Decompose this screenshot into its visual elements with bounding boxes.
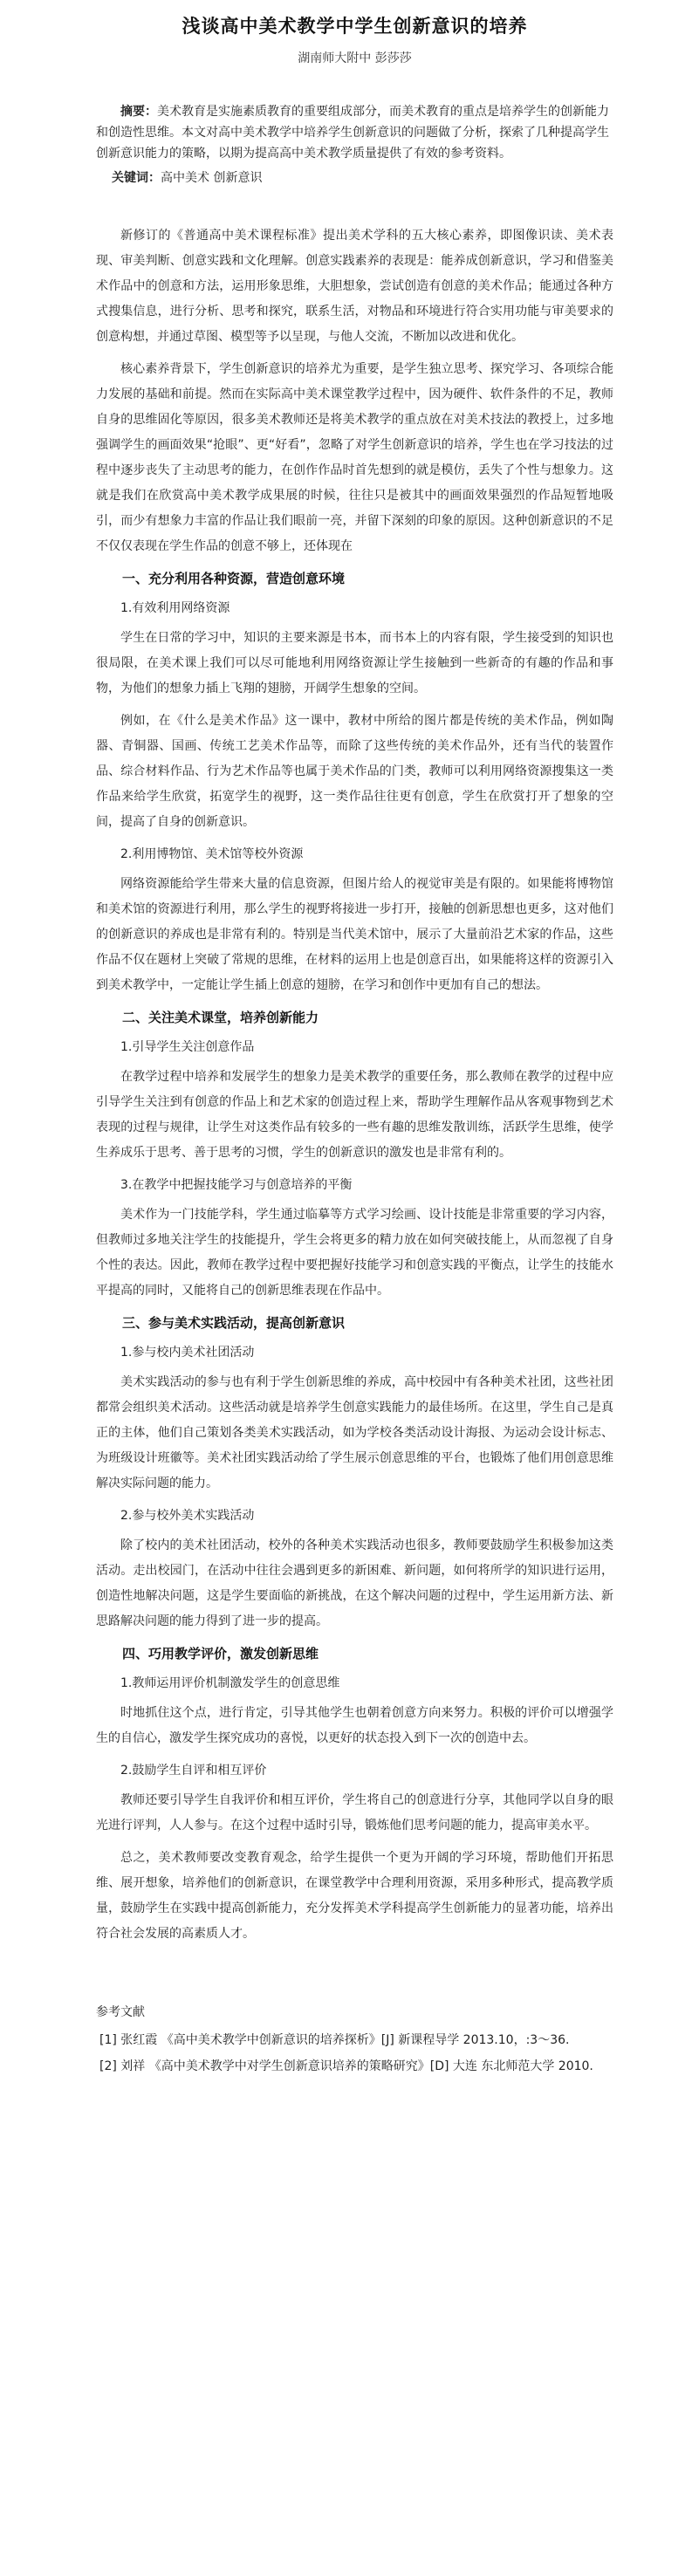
section-3-sub-1-heading: 1.参与校内美术社团活动 [120,1346,255,1360]
intro-paragraph-2: 核心素养背景下，学生创新意识的培养尤为重要，是学生独立思考、探究学习、各项综合能力发展的基础和前提。然而在实际高中美术课堂教学过程中，因为硬件、软件条件的不足，教师自身的思维固化等原因，很多美术教师还是将美术教学的重点放在对美术技法的教授上，过多地强调学生的画面效果“抢眼”、更“好看”，忽略了对学生创新意识的培养，学生也在学习技法的过程中逐步丧失了主动思考的能力，在创作作品时首先想到的就是模仿，丢失了个性与想象力。这就是我们在欣赏高中美术教学成果展的时候，往往只是被其中的画面效果强烈的作品短暂地吸引，而少有想象力丰富的作品让我们眼前一亮，并留下深刻的印象的原因。这种创新意识的不足不仅仅表现在学生作品的创意不够上，还体现在 [96,362,613,553]
reference-item: [2] 刘祥 《高中美术教学中对学生创新意识培养的策略研究》[D] 大连 东北师范大学 2010. [99,2059,593,2073]
reference-item: [1] 张红霞 《高中美术教学中创新意识的培养探析》[J] 新课程导学 2013.10，:3～36. [99,2033,570,2047]
section-4-sub-2-paragraph-1: 教师还要引导学生自我评价和相互评价，学生将自己的创意进行分享，其他同学以自身的眼光进行评判，人人参与。在这个过程中适时引导，锻炼他们思考问题的能力，提高审美水平。 [96,1793,613,1833]
conclusion-paragraph: 总之，美术教师要改变教育观念，给学生提供一个更为开阔的学习环境，帮助他们开拓思维、展开想象，培养他们的创新意识，在课堂教学中合理利用资源，采用多种形式，提高教学质量，鼓励学生在实践中提高创新能力，充分发挥美术学科提高学生创新能力的显著功能，培养出符合社会发展的高素质人才。 [96,1851,613,1941]
section-3-sub-2-heading: 2.参与校外美术实践活动 [120,1509,255,1523]
spacer [96,188,613,223]
intro-paragraph-1: 新修订的《普通高中美术课程标准》提出美术学科的五大核心素养，即图像识读、美术表现、审美判断、创意实践和文化理解。创意实践素养的表现是：能养成创新意识，学习和借鉴美术作品中的创意和方法，运用形象思维，大胆想象，尝试创造有创意的美术作品；能通过各种方式搜集信息，进行分析、思考和探究，联系生活，对物品和环境进行符合实用功能与审美要求的创意构想，并通过草图、模型等予以呈现，与他人交流，不断加以改进和优化。 [96,229,613,344]
section-3-sub-2-paragraph-1: 除了校内的美术社团活动，校外的各种美术实践活动也很多，教师要鼓励学生积极参加这类活动。走出校园门，在活动中往往会遇到更多的新困难、新问题，如何将所学的知识进行运用，创造性地解决问题，这是学生要面临的新挑战，在这个解决问题的过程中，学生运用新方法、新思路解决问题的能力得到了进一步的提高。 [96,1538,613,1628]
section-3-heading: 三、参与美术实践活动，提高创新意识 [122,1315,346,1331]
abstract [96,101,613,164]
section-1-sub-2-paragraph-1: 网络资源能给学生带来大量的信息资源，但图片给人的视觉审美是有限的。如果能将博物馆和美术馆的资源进行利用，那么学生的视野将接进一步打开，接触的创新思想也更多，这对他们的创新意识的养成也是非常有利的。特别是当代美术馆中，展示了大量前沿艺术家的作品，这些作品不仅在题材上突破了常规的思维，在材料的运用上也是创意百出，如果能将这样的资源引入到美术教学中，一定能让学生插上创意的翅膀，在学习和创作中更加有自己的想法。 [96,877,613,992]
section-4-sub-2-heading: 2.鼓励学生自评和相互评价 [120,1764,267,1778]
section-2-sub-1-paragraph-1: 在教学过程中培养和发展学生的想象力是美术教学的重要任务，那么教师在教学的过程中应引导学生关注到有创意的作品上和艺术家的创造过程上来，帮助学生理解作品从客观事物到艺术表现的过程与规律，让学生对这类作品有较多的一些有趣的思维发散训练，活跃学生思维，使学生养成乐于思考、善于思考的习惯，学生的创新意识的激发也是非常有利的。 [96,1070,613,1160]
article-title: 浅谈高中美术教学中学生创新意识的培养 [182,16,528,37]
section-1-sub-1-heading: 1.有效利用网络资源 [120,601,230,615]
section-4-sub-1-paragraph-1: 时地抓住这个点，进行肯定，引导其他学生也朝着创意方向来努力。积极的评价可以增强学生的自信心，激发学生探究成功的喜悦，以更好的状态投入到下一次的创造中去。 [96,1706,613,1745]
article-author: 湖南师大附中 彭莎莎 [298,51,412,65]
abstract-text: 美术教育是实施素质教育的重要组成部分，而美术教育的重点是培养学生的创新能力和创造性思维。本文对高中美术教学中培养学生创新意识的问题做了分析，探索了几种提高学生创新意识能力的策略，以期为提高高中美术教学质量提供了有效的参考资料。 [96,105,609,161]
section-1-sub-2-heading: 2.利用博物馆、美术馆等校外资源 [120,847,304,861]
section-2-sub-2-heading: 3.在教学中把握技能学习与创意培养的平衡 [120,1178,353,1192]
spacer [96,1954,613,2003]
section-3-sub-1-paragraph-1: 美术实践活动的参与也有利于学生创新思维的养成，高中校园中有各种美术社团，这些社团都常会组织美术活动。这些活动就是培养学生创意实践能力的最佳场所。在这里，学生自己是真正的主体，他们自己策划各类美术实践活动，如为学校各类活动设计海报、为运动会设计标志、为班级设计班徽等。美术社团实践活动给了学生展示创意思维的平台，也锻炼了他们用创意思维解决实际问题的能力。 [96,1375,613,1490]
section-2-sub-2-paragraph-1: 美术作为一门技能学科，学生通过临摹等方式学习绘画、设计技能是非常重要的学习内容，但教师过多地关注学生的技能提升，学生会将更多的精力放在如何突破技能上，从而忽视了自身个性的表达。因此，教师在教学过程中要把握好技能学习和创意实践的平衡点，让学生的技能水平提高的同时，又能将自己的创新思维表现在作品中。 [96,1208,613,1298]
abstract-label: 摘要： [120,105,157,119]
keywords [96,168,613,188]
keywords-label: 关键词： [112,171,161,185]
keywords-text: 高中美术 创新意识 [161,171,263,185]
section-2-heading: 二、关注美术课堂，培养创新能力 [122,1010,319,1025]
references-title: 参考文献 [96,2005,145,2019]
section-1-sub-1-paragraph-1: 学生在日常的学习中，知识的主要来源是书本，而书本上的内容有限，学生接受到的知识也很局限，在美术课上我们可以尽可能地利用网络资源让学生接触到一些新奇的有趣的作品和事物，为他们的想象力插上飞翔的翅膀，开阔学生想象的空间。 [96,631,613,695]
section-2-sub-1-heading: 1.引导学生关注创意作品 [120,1040,255,1054]
section-4-heading: 四、巧用教学评价，激发创新思维 [122,1646,319,1661]
section-1-heading: 一、充分利用各种资源，营造创意环境 [122,571,346,586]
section-1-sub-1-paragraph-2: 例如，在《什么是美术作品》这一课中，教材中所给的图片都是传统的美术作品，例如陶器、青铜器、国画、传统工艺美术作品等，而除了这些传统的美术作品外，还有当代的装置作品、综合材料作品、行为艺术作品等也属于美术作品的门类，教师可以利用网络资源搜集这一类作品来给学生欣赏，拓宽学生的视野，这一类作品往往更有创意，学生在欣赏打开了想象的空间，提高了自身的创新意识。 [96,714,613,829]
section-4-sub-1-heading: 1.教师运用评价机制激发学生的创意思维 [120,1676,340,1690]
